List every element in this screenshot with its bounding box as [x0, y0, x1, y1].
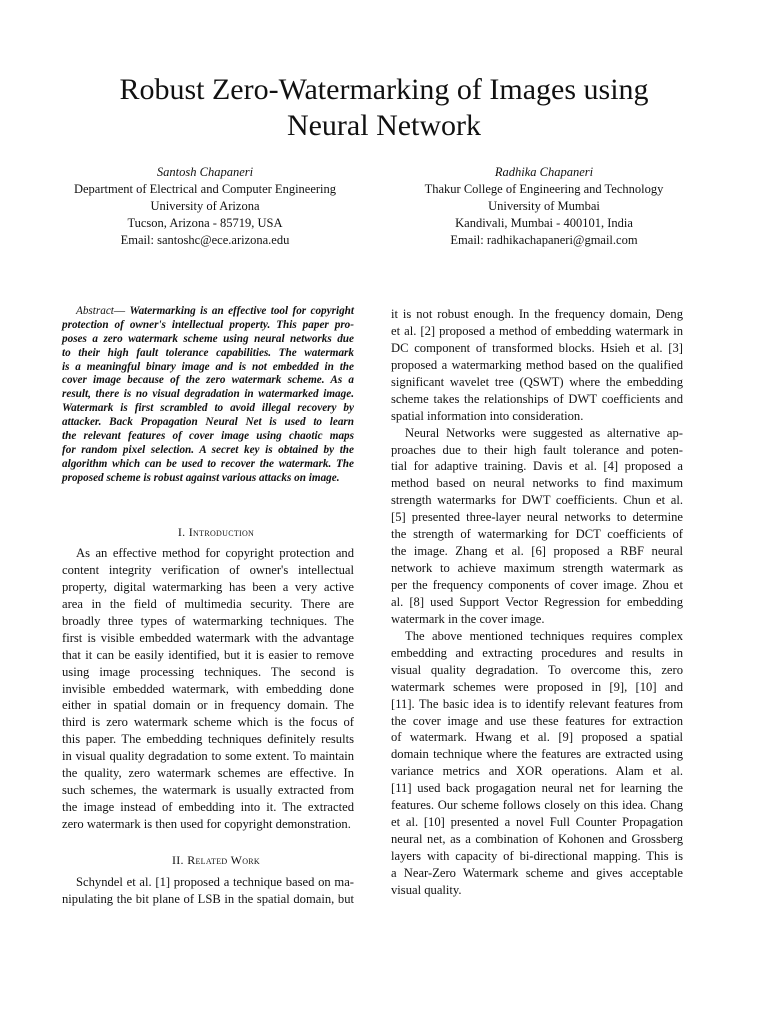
author-affiliation-line: Tucson, Arizona - 85719, USA — [127, 216, 283, 230]
body-line: broadly three types of watermarking techniques. The — [62, 613, 354, 628]
body-line: invisible embedded watermark, with embedding done — [62, 681, 354, 696]
body-line: such schemes, the watermark is usually extracted from — [62, 783, 354, 798]
introduction-body — [62, 545, 354, 833]
abstract — [62, 305, 354, 486]
body-line: tial for adaptive training. Davis et al. [4] proposed a — [391, 459, 683, 474]
body-line: the quality, zero watermark schemes are effective. In — [62, 766, 354, 781]
body-line: nipulating the bit plane of LSB in the spatial domain, but — [62, 891, 354, 906]
abstract-label: Abstract — [76, 305, 114, 317]
body-line: per the frequency components of cover image. Zhou et — [391, 578, 683, 592]
body-line: either in spatial domain or in frequency domain. The — [62, 698, 354, 713]
body-line: third is zero watermark scheme which is the focus of — [62, 715, 354, 730]
body-line: et al. [10] presented a novel Full Counter Propagation — [391, 815, 683, 830]
body-line: area in the field of multimedia security. There are — [62, 596, 354, 611]
section-heading-introduction — [70, 525, 362, 540]
body-line: this paper. The embedding techniques definitely results — [62, 732, 354, 747]
abstract-line: poses a zero watermark scheme using neural networks due — [62, 332, 354, 345]
abstract-line: the relevant features of cover image using chaotic maps — [62, 430, 354, 443]
section-number: II. — [171, 853, 184, 867]
body-line: visual quality. — [391, 882, 462, 897]
body-line: the image instead of embedding into it. The extracted — [62, 800, 354, 815]
body-line: DC component of transformed blocks. Hsieh et al. [3] — [391, 340, 683, 355]
body-line: [11]. The basic idea is to identify relevant features from — [391, 696, 683, 711]
body-line: it is not robust enough. In the frequency domain, Deng — [391, 307, 683, 321]
body-line: neural net, as a combination of Kohonen and Grossberg — [391, 832, 683, 847]
author-affiliation-line: University of Arizona — [150, 199, 260, 213]
body-line: network to achieve maximum strength watermark as — [391, 561, 683, 576]
related-work-body-left — [62, 874, 354, 908]
author-block-1 — [45, 164, 365, 249]
body-line: zero watermark is then used for copyright demonstration. — [62, 817, 351, 831]
abstract-line: protection of owner's intellectual property. This paper pro- — [62, 318, 354, 331]
body-line: [11] used back progagation neural net for learning the — [391, 781, 683, 796]
body-line: method based on neural networks to find maximum — [391, 476, 683, 491]
author-email: Email: santoshc@ece.arizona.edu — [120, 233, 290, 247]
abstract-line: for random pixel selection. A secret key is obtained by the — [62, 443, 354, 456]
body-line: the cover image and use these features for extraction — [391, 713, 683, 728]
paper-title-line-2: Neural Network — [286, 109, 482, 142]
body-line: As an effective method for copyright protection and — [76, 546, 354, 560]
body-line: content integrity verification of owner's intellectual — [62, 562, 354, 577]
body-line: using image processing techniques. The second is — [62, 664, 354, 679]
body-line: et al. [2] proposed a method of embedding watermark in — [391, 323, 683, 338]
author-affiliation-line: University of Mumbai — [488, 199, 600, 213]
related-work-body-right — [391, 306, 683, 899]
author-affiliation-line: Thakur College of Engineering and Technology — [424, 182, 664, 196]
body-line: variance metrics and XOR operations. Alam et al. — [391, 764, 683, 779]
body-line: significant wavelet tree (QSWT) where the embedding — [391, 374, 683, 389]
abstract-line: Watermark is first scrambled to avoid illegal recovery by — [62, 402, 354, 415]
abstract-line: to their high fault tolerance capabilities. The watermark — [62, 346, 354, 359]
body-line: embedding and extracting procedures and results in — [391, 645, 683, 660]
body-line: layers with capacity of bi-directional mapping. This is — [391, 849, 683, 863]
body-line: proaches due to their high fault tolerance and poten- — [391, 442, 683, 457]
body-line: visual quality degradation. To overcome this, zero — [391, 662, 683, 677]
abstract-line: cover image because of the zero watermark scheme. As a — [62, 374, 354, 387]
body-line: property, digital watermarking has been a very active — [62, 579, 354, 594]
body-line: The above mentioned techniques requires complex — [405, 628, 683, 643]
abstract-line: result, there is no visual degradation in watermarked image. — [62, 388, 354, 401]
body-line: spatial information into consideration. — [391, 408, 584, 423]
body-line: the image. Zhang et al. [6] proposed a RBF neural — [391, 544, 683, 559]
body-line: watermark in the cover image. — [391, 611, 545, 626]
body-line: the strength of watermarking for DCT coefficients of — [391, 527, 683, 542]
body-line: first is visible embedded watermark with the advantage — [62, 630, 354, 645]
body-line: al. [8] used Support Vector Regression for embedding — [391, 594, 683, 609]
section-title: Introduction — [188, 525, 255, 539]
body-line: watermark schemes were proposed in [9], [10] and — [391, 679, 683, 694]
abstract-line: Abstract— Watermarking is an effective tool for copyright — [76, 305, 355, 317]
section-title: Related Work — [187, 853, 261, 867]
body-line: Schyndel et al. [1] proposed a technique based on ma- — [76, 875, 354, 889]
body-line: scheme takes the relationships of DWT coefficients and — [391, 391, 683, 406]
paper-title — [0, 72, 768, 144]
author-affiliation-line: Department of Electrical and Computer Engineering — [73, 182, 337, 196]
author-name: Santosh Chapaneri — [156, 165, 254, 179]
body-line: [5] presented three-layer neural networks to determine — [391, 510, 683, 525]
paper-title-line-1: Robust Zero-Watermarking of Images using — [119, 73, 649, 106]
body-line: proposed a watermarking method based on the qualified — [391, 357, 683, 372]
abstract-line: attacker. Back Propagation Neural Net is used to learn — [62, 416, 354, 429]
body-line: Neural Networks were suggested as alternative ap- — [405, 425, 683, 440]
body-line: domain technique where the features are extracted using — [391, 747, 683, 762]
body-line: in visual quality degradation to some extent. To maintain — [62, 749, 354, 764]
section-heading-related-work — [70, 853, 362, 868]
abstract-line: proposed scheme is robust against various attacks on image. — [62, 471, 340, 484]
author-email: Email: radhikachapaneri@gmail.com — [450, 233, 638, 247]
author-affiliation-line: Kandivali, Mumbai - 400101, India — [455, 216, 633, 230]
body-line: features. Our scheme follows closely on this idea. Chang — [391, 798, 683, 813]
author-name: Radhika Chapaneri — [494, 165, 594, 179]
section-number: I. — [177, 525, 186, 539]
body-line: a Near-Zero Watermark scheme and gives acceptable — [391, 865, 683, 880]
body-line: strength watermarks for DWT coefficients. Chun et al. — [391, 493, 683, 508]
author-block-2 — [384, 164, 704, 249]
body-line: of watermark. Hwang et al. [9] proposed a spatial — [391, 730, 683, 745]
body-line: that it can be easily identified, but it is easier to remove — [62, 647, 354, 662]
abstract-line: algorithm which can be used to recover the watermark. The — [62, 457, 354, 470]
abstract-line: is a meaningful binary image and is not embedded in the — [62, 360, 354, 373]
